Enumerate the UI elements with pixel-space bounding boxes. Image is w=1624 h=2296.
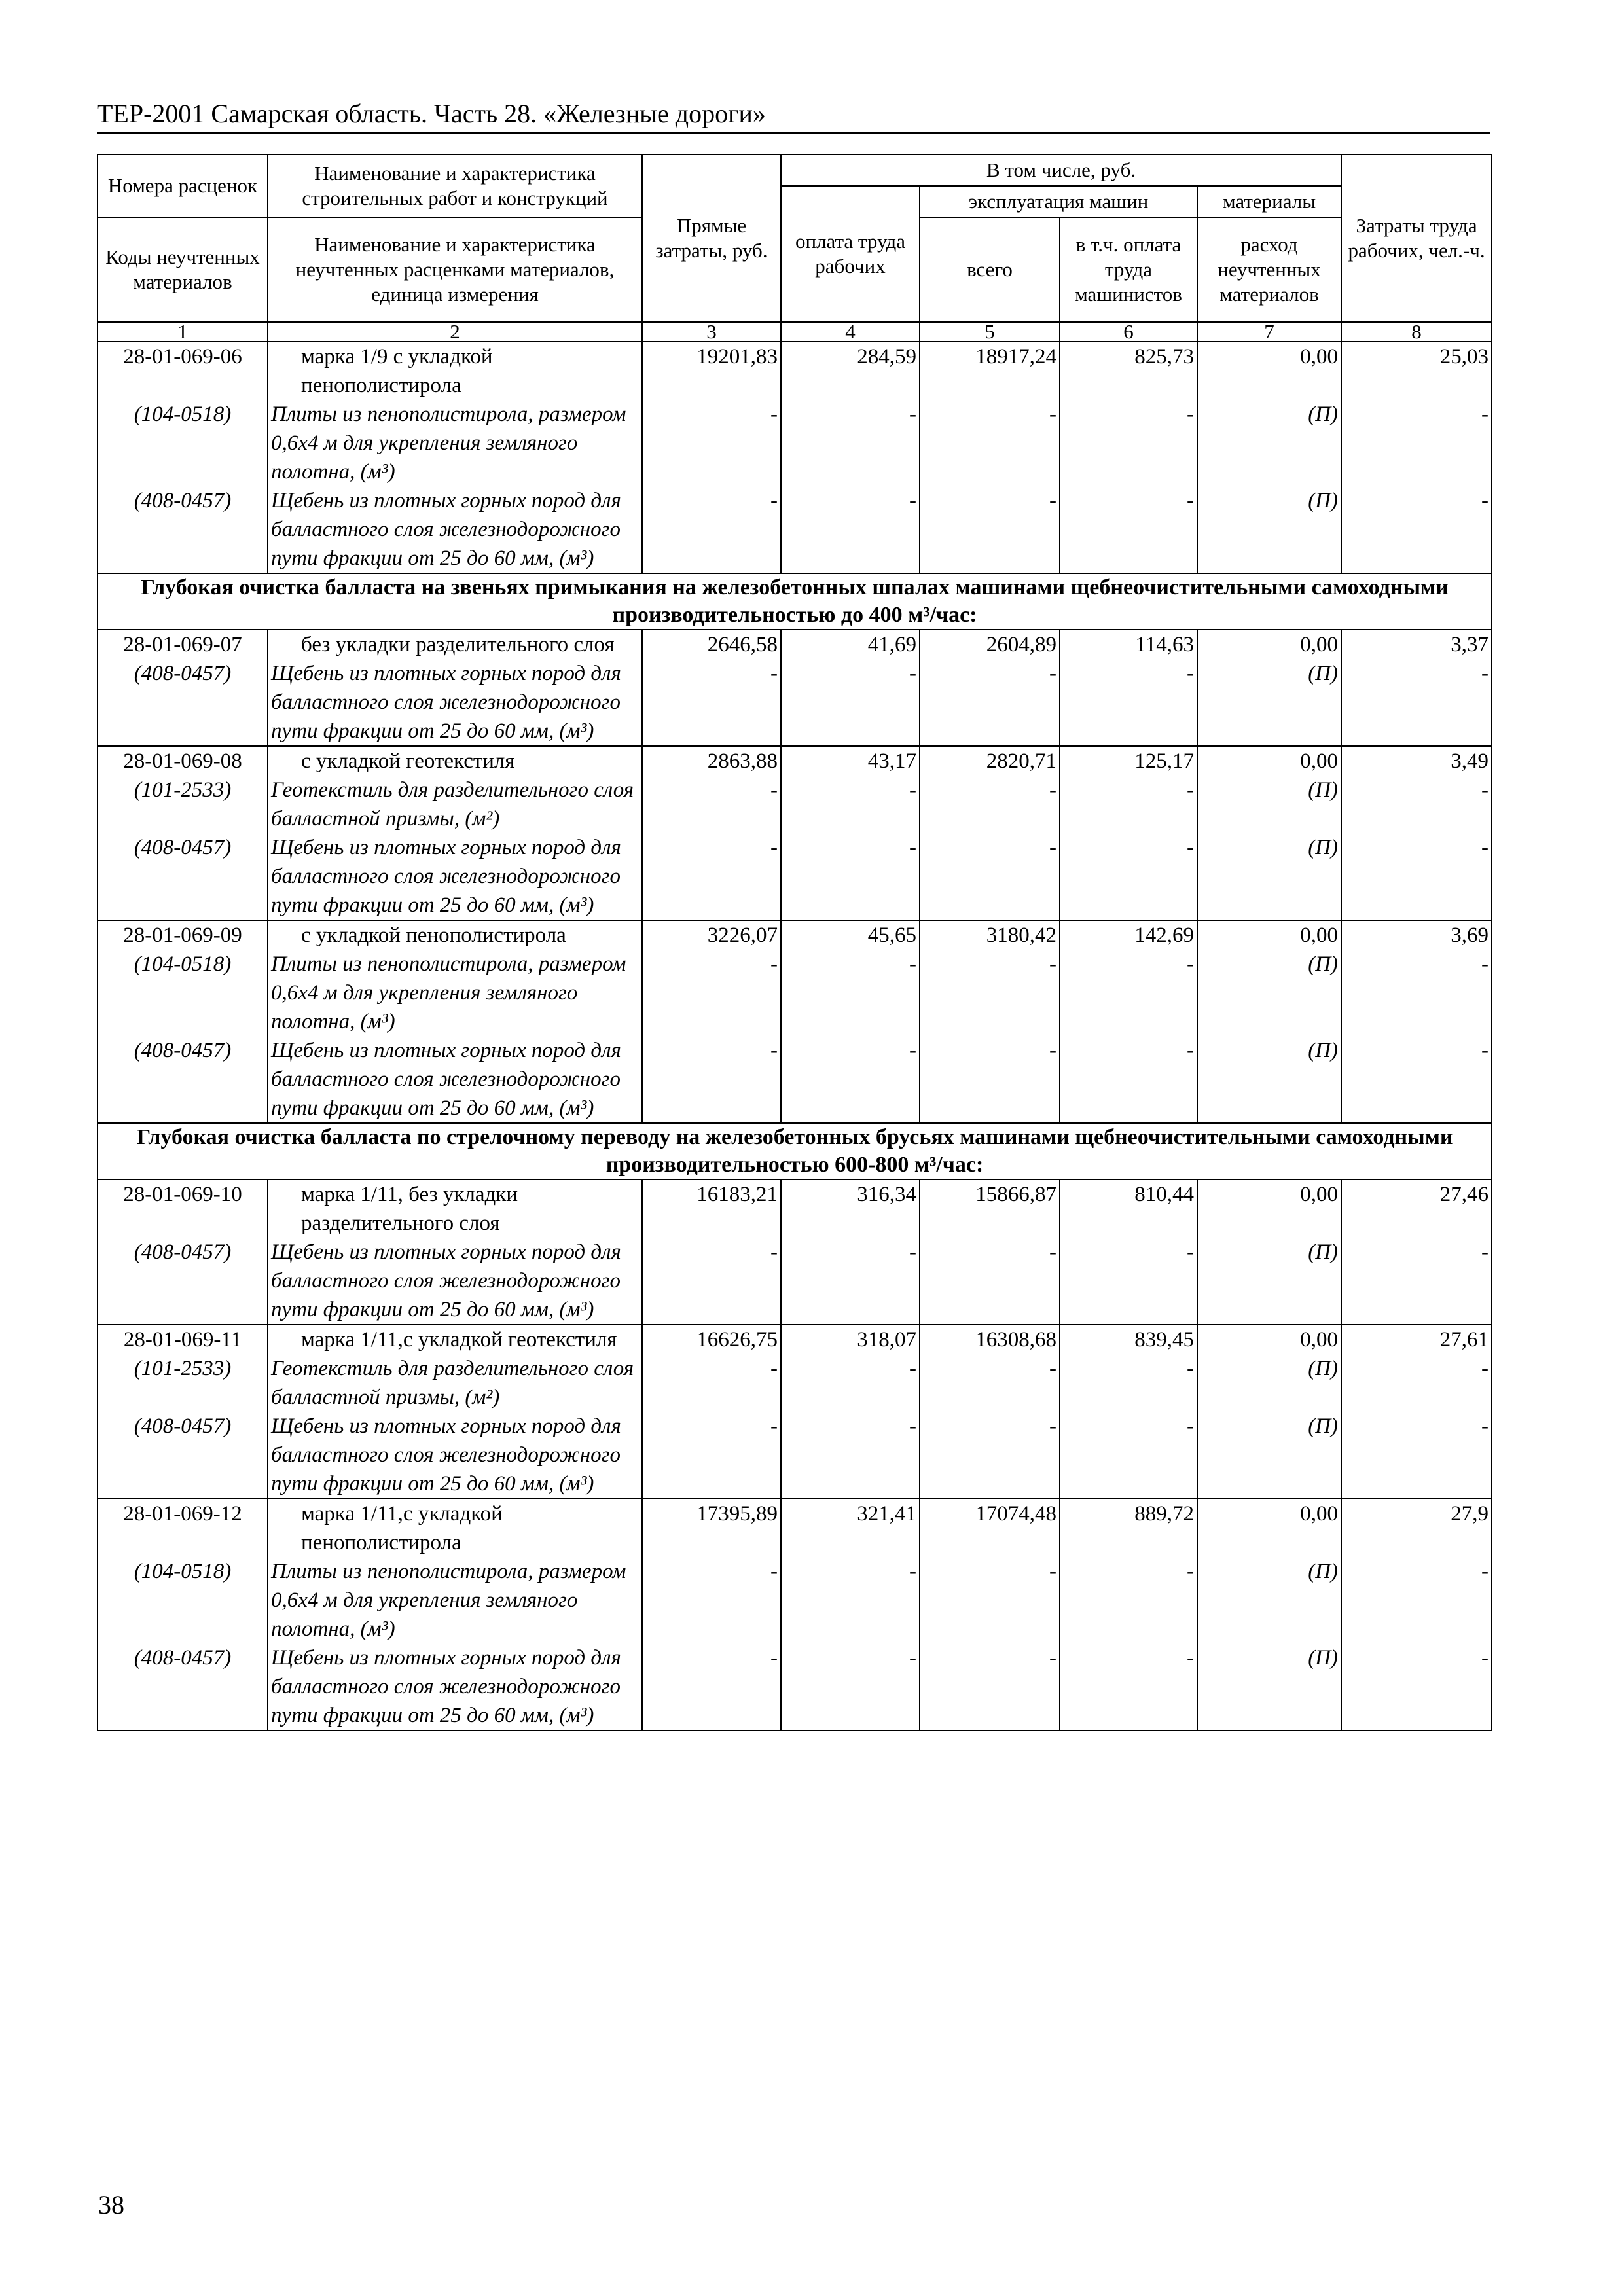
labor-pay: 41,69	[781, 630, 920, 659]
table-row	[98, 630, 1492, 659]
direct-cost: 16626,75	[642, 1325, 781, 1354]
rate-name: марка 1/11,с укладкой пенополистирола	[268, 1499, 642, 1557]
col-labor-pay-header: оплата труда рабочих	[781, 186, 920, 322]
machines-total: 3180,42	[920, 920, 1060, 950]
labor-hours: 27,61	[1341, 1325, 1492, 1354]
material-name: Щебень из плотных горных пород для балластного слоя железнодорожного пути фракции от 25 до 60 мм, (м³)	[268, 659, 642, 746]
page-header: ТЕР-2001 Самарская область. Часть 28. «Железные дороги»	[97, 99, 766, 128]
page-number: 38	[98, 2190, 124, 2219]
rates-table	[97, 154, 1492, 1731]
material-name: Плиты из пенополистирола, размером 0,6х4 м для укрепления земляного полотна, (м³)	[268, 950, 642, 1036]
material-code: (104-0518)	[98, 950, 268, 1036]
material-name: Щебень из плотных горных пород для балластного слоя железнодорожного пути фракции от 25 до 60 мм, (м³)	[268, 1412, 642, 1499]
labor-pay: 316,34	[781, 1179, 920, 1238]
direct-cost: 3226,07	[642, 920, 781, 950]
machinist-pay: 114,63	[1060, 630, 1197, 659]
material-row: (408-0457) Щебень из плотных горных пород для балластного слоя железнодорожного пути фракции от 25 до 60 мм, (м³) - - - - (П) -	[98, 486, 1492, 573]
materials-cost: 0,00	[1197, 342, 1341, 400]
machinist-pay: 142,69	[1060, 920, 1197, 950]
material-code: (104-0518)	[98, 400, 268, 486]
material-code: (408-0457)	[98, 833, 268, 920]
material-row: (101-2533) Геотекстиль для разделительного слоя балластной призмы, (м²) - - - - (П) -	[98, 1354, 1492, 1412]
labor-pay: 318,07	[781, 1325, 920, 1354]
machines-total: 16308,68	[920, 1325, 1060, 1354]
labor-hours: 3,69	[1341, 920, 1492, 950]
col-including-header: В том числе, руб.	[781, 154, 1341, 186]
material-name: Щебень из плотных горных пород для балластного слоя железнодорожного пути фракции от 25 до 60 мм, (м³)	[268, 486, 642, 573]
col-materials-header: материалы	[1197, 186, 1341, 217]
section-heading-row	[98, 573, 1492, 630]
rate-code: 28-01-069-11	[98, 1325, 268, 1354]
direct-cost: 2646,58	[642, 630, 781, 659]
material-code: (101-2533)	[98, 776, 268, 833]
col-machines-total-header: всего	[920, 217, 1060, 322]
table-row	[98, 920, 1492, 950]
material-code: (101-2533)	[98, 1354, 268, 1412]
rate-code: 28-01-069-08	[98, 746, 268, 776]
section-heading: Глубокая очистка балласта по стрелочному переводу на железобетонных брусьях машинами щебнеочистительными самоходными производительностью 600-800 м³/час:	[98, 1123, 1492, 1179]
machines-total: 15866,87	[920, 1179, 1060, 1238]
table-row	[98, 1499, 1492, 1557]
table-row	[98, 1179, 1492, 1238]
material-code: (408-0457)	[98, 1412, 268, 1499]
table-head	[98, 154, 1492, 342]
table-row	[98, 746, 1492, 776]
col-machines-header: эксплуатация машин	[920, 186, 1197, 217]
material-row: (408-0457) Щебень из плотных горных пород для балластного слоя железнодорожного пути фракции от 25 до 60 мм, (м³) - - - - (П) -	[98, 1036, 1492, 1123]
machines-total: 17074,48	[920, 1499, 1060, 1557]
material-code: (104-0518)	[98, 1557, 268, 1643]
machinist-pay: 839,45	[1060, 1325, 1197, 1354]
machinist-pay: 889,72	[1060, 1499, 1197, 1557]
table-row	[98, 342, 1492, 400]
material-row: (408-0457) Щебень из плотных горных пород для балластного слоя железнодорожного пути фракции от 25 до 60 мм, (м³) - - - - (П) -	[98, 833, 1492, 920]
direct-cost: 17395,89	[642, 1499, 781, 1557]
table-row	[98, 1325, 1492, 1354]
material-name: Щебень из плотных горных пород для балластного слоя железнодорожного пути фракции от 25 до 60 мм, (м³)	[268, 1238, 642, 1325]
rate-code: 28-01-069-12	[98, 1499, 268, 1557]
rate-code: 28-01-069-06	[98, 342, 268, 400]
labor-hours: 27,9	[1341, 1499, 1492, 1557]
col-labor-hours-header: Затраты труда рабочих, чел.-ч.	[1341, 154, 1492, 322]
material-code: (408-0457)	[98, 659, 268, 746]
material-row: (408-0457) Щебень из плотных горных пород для балластного слоя железнодорожного пути фракции от 25 до 60 мм, (м³) - - - - (П) -	[98, 1238, 1492, 1325]
materials-cost: 0,00	[1197, 1179, 1341, 1238]
material-name: Щебень из плотных горных пород для балластного слоя железнодорожного пути фракции от 25 до 60 мм, (м³)	[268, 1643, 642, 1731]
materials-cost: 0,00	[1197, 630, 1341, 659]
machinist-pay: 810,44	[1060, 1179, 1197, 1238]
material-name: Геотекстиль для разделительного слоя балластной призмы, (м²)	[268, 776, 642, 833]
col-machinist-pay-header: в т.ч. оплата труда машинистов	[1060, 217, 1197, 322]
machines-total: 2820,71	[920, 746, 1060, 776]
machines-total: 2604,89	[920, 630, 1060, 659]
rate-name: без укладки разделительного слоя	[268, 630, 642, 659]
material-row: (104-0518) Плиты из пенополистирола, размером 0,6х4 м для укрепления земляного полотна, (м³) - - - - (П) -	[98, 950, 1492, 1036]
section-heading: Глубокая очистка балласта на звеньях примыкания на железобетонных шпалах машинами щебнеочистительными самоходными производительностью до 400 м³/час:	[98, 573, 1492, 630]
material-row: (104-0518) Плиты из пенополистирола, размером 0,6х4 м для укрепления земляного полотна, (м³) - - - - (П) -	[98, 1557, 1492, 1643]
material-code: (408-0457)	[98, 1036, 268, 1123]
labor-hours: 3,37	[1341, 630, 1492, 659]
labor-hours: 3,49	[1341, 746, 1492, 776]
material-name: Щебень из плотных горных пород для балластного слоя железнодорожного пути фракции от 25 до 60 мм, (м³)	[268, 833, 642, 920]
column-number-row: 1 2 3 4 5 6 7 8	[98, 322, 1492, 342]
materials-cost: 0,00	[1197, 1499, 1341, 1557]
rate-name: марка 1/11,с укладкой геотекстиля	[268, 1325, 642, 1354]
rate-name: с укладкой пенополистирола	[268, 920, 642, 950]
rate-code: 28-01-069-07	[98, 630, 268, 659]
labor-pay: 321,41	[781, 1499, 920, 1557]
direct-cost: 2863,88	[642, 746, 781, 776]
rate-name: марка 1/9 с укладкой пенополистирола	[268, 342, 642, 400]
machinist-pay: 825,73	[1060, 342, 1197, 400]
material-name: Плиты из пенополистирола, размером 0,6х4 м для укрепления земляного полотна, (м³)	[268, 400, 642, 486]
col-material-codes-header: Коды неучтенных материалов	[98, 217, 268, 322]
machinist-pay: 125,17	[1060, 746, 1197, 776]
labor-pay: 43,17	[781, 746, 920, 776]
materials-cost: 0,00	[1197, 920, 1341, 950]
material-row: (104-0518) Плиты из пенополистирола, размером 0,6х4 м для укрепления земляного полотна, (м³) - - - - (П) -	[98, 400, 1492, 486]
col-rate-number-header: Номера расценок	[98, 154, 268, 217]
section-heading-row	[98, 1123, 1492, 1179]
col-material-names-header: Наименование и характеристика неучтенных расценками материалов, единица измерения	[268, 217, 642, 322]
direct-cost: 16183,21	[642, 1179, 781, 1238]
materials-cost: 0,00	[1197, 1325, 1341, 1354]
material-row: (408-0457) Щебень из плотных горных пород для балластного слоя железнодорожного пути фракции от 25 до 60 мм, (м³) - - - - (П) -	[98, 659, 1492, 746]
labor-hours: 25,03	[1341, 342, 1492, 400]
material-row: (408-0457) Щебень из плотных горных пород для балластного слоя железнодорожного пути фракции от 25 до 60 мм, (м³) - - - - (П) -	[98, 1412, 1492, 1499]
material-row: (408-0457) Щебень из плотных горных пород для балластного слоя железнодорожного пути фракции от 25 до 60 мм, (м³) - - - - (П) -	[98, 1643, 1492, 1731]
header-rule	[97, 132, 1490, 134]
material-row: (101-2533) Геотекстиль для разделительного слоя балластной призмы, (м²) - - - - (П) -	[98, 776, 1492, 833]
labor-pay: 284,59	[781, 342, 920, 400]
col-direct-cost-header: Прямые затраты, руб.	[642, 154, 781, 322]
rate-code: 28-01-069-10	[98, 1179, 268, 1238]
machines-total: 18917,24	[920, 342, 1060, 400]
material-name: Геотекстиль для разделительного слоя балластной призмы, (м²)	[268, 1354, 642, 1412]
material-name: Щебень из плотных горных пород для балластного слоя железнодорожного пути фракции от 25 до 60 мм, (м³)	[268, 1036, 642, 1123]
direct-cost: 19201,83	[642, 342, 781, 400]
labor-hours: 27,46	[1341, 1179, 1492, 1238]
materials-cost: 0,00	[1197, 746, 1341, 776]
rate-name: с укладкой геотекстиля	[268, 746, 642, 776]
material-code: (408-0457)	[98, 486, 268, 573]
col-work-name-header: Наименование и характеристика строительных работ и конструкций	[268, 154, 642, 217]
rate-name: марка 1/11, без укладки разделительного слоя	[268, 1179, 642, 1238]
col-material-usage-header: расход неучтенных материалов	[1197, 217, 1341, 322]
material-code: (408-0457)	[98, 1238, 268, 1325]
material-code: (408-0457)	[98, 1643, 268, 1731]
labor-pay: 45,65	[781, 920, 920, 950]
rate-code: 28-01-069-09	[98, 920, 268, 950]
material-name: Плиты из пенополистирола, размером 0,6х4 м для укрепления земляного полотна, (м³)	[268, 1557, 642, 1643]
